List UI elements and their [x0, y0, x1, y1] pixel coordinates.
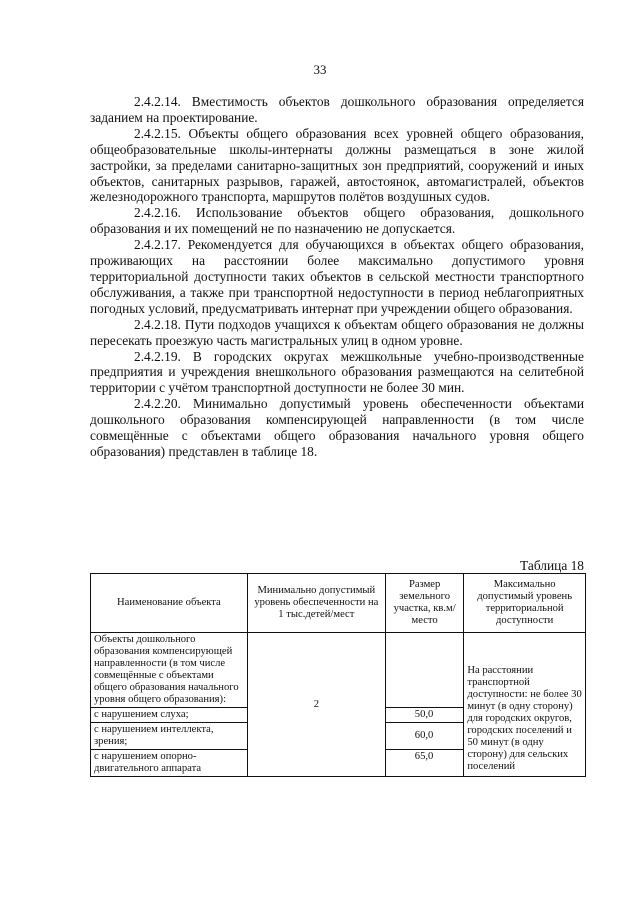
paragraph-2-4-2-14: 2.4.2.14. Вместимость объектов дошкольного образования определяется заданием на проектирование.: [90, 94, 584, 125]
paragraph-2-4-2-20: 2.4.2.20. Минимально допустимый уровень обеспеченности объектами дошкольного образования компенсирующей направленности (в том числе совмещённые с объектами общего образования начального уровня общего образования) представлен в таблице 18.: [90, 396, 584, 459]
cell-row-area: 60,0: [385, 723, 463, 750]
paragraph-2-4-2-16: 2.4.2.16. Использование объектов общего образования, дошкольного образования и их помещений не по назначению не допускается.: [90, 205, 584, 237]
cell-provision-level: 2: [247, 633, 385, 777]
cell-row-area: 50,0: [385, 708, 463, 723]
paragraph-2-4-2-17: 2.4.2.17. Рекомендуется для обучающихся в объектах общего образования, проживающих на расстоянии более максимально допустимого уровня территориальной доступности таких объектов в сельской местности транспортного обслуживания, а также при транспортной недоступности в период неблагоприятных погодных условий, предусматривать интернат при учреждении общего образования.: [90, 237, 584, 316]
cell-accessibility: На расстоянии транспортной доступности: не более 30 минут (в одну сторону) для городских округов, городских поселений и 50 минут (в одну сторону) для сельских поселений: [464, 633, 586, 777]
header-accessibility: Максимально допустимый уровень территориальной доступности: [464, 574, 586, 633]
table-header-row: [91, 574, 586, 633]
cell-main-object: Объекты дошкольного образования компенсирующей направленности (в том числе совмещённые с объектами общего образования начального уровня общего образования):: [91, 633, 248, 708]
cell-empty-area: [385, 633, 463, 708]
table-row: [91, 633, 586, 708]
cell-row-area: 65,0: [385, 750, 463, 777]
document-body: [90, 94, 584, 460]
table-18: [90, 573, 586, 777]
paragraph-2-4-2-19: 2.4.2.19. В городских округах межшкольные учебно-производственные предприятия и учреждения внешкольного образования размещаются на селитебной территории с учётом транспортной доступности не более 30 мин.: [90, 348, 584, 396]
header-land-plot-size: Размер земельного участка, кв.м/место: [385, 574, 463, 633]
cell-row-name: с нарушением интеллекта, зрения;: [91, 723, 248, 750]
header-object-name: Наименование объекта: [91, 574, 248, 633]
cell-row-name: с нарушением слуха;: [91, 708, 248, 723]
page-number: 33: [313, 62, 327, 77]
table-caption: Таблица 18: [520, 558, 584, 573]
paragraph-2-4-2-15: 2.4.2.15. Объекты общего образования всех уровней общего образования, общеобразовательные школы-интернаты должны размещаться в зоне жилой застройки, за пределами санитарно-защитных зон предприятий, сооружений и иных объектов, санитарных разрывов, гаражей, автостоянок, автомагистралей, объектов железнодорожного транспорта, маршрутов полётов воздушных судов.: [90, 125, 584, 205]
provision-table: [90, 573, 586, 777]
header-provision-level: Минимально допустимый уровень обеспеченности на 1 тыс.детей/мест: [247, 574, 385, 633]
cell-row-name: с нарушением опорно-двигательного аппарата: [91, 750, 248, 777]
paragraph-2-4-2-18: 2.4.2.18. Пути подходов учащихся к объектам общего образования не должны пересекать проезжую часть магистральных улиц в одном уровне.: [90, 316, 584, 348]
